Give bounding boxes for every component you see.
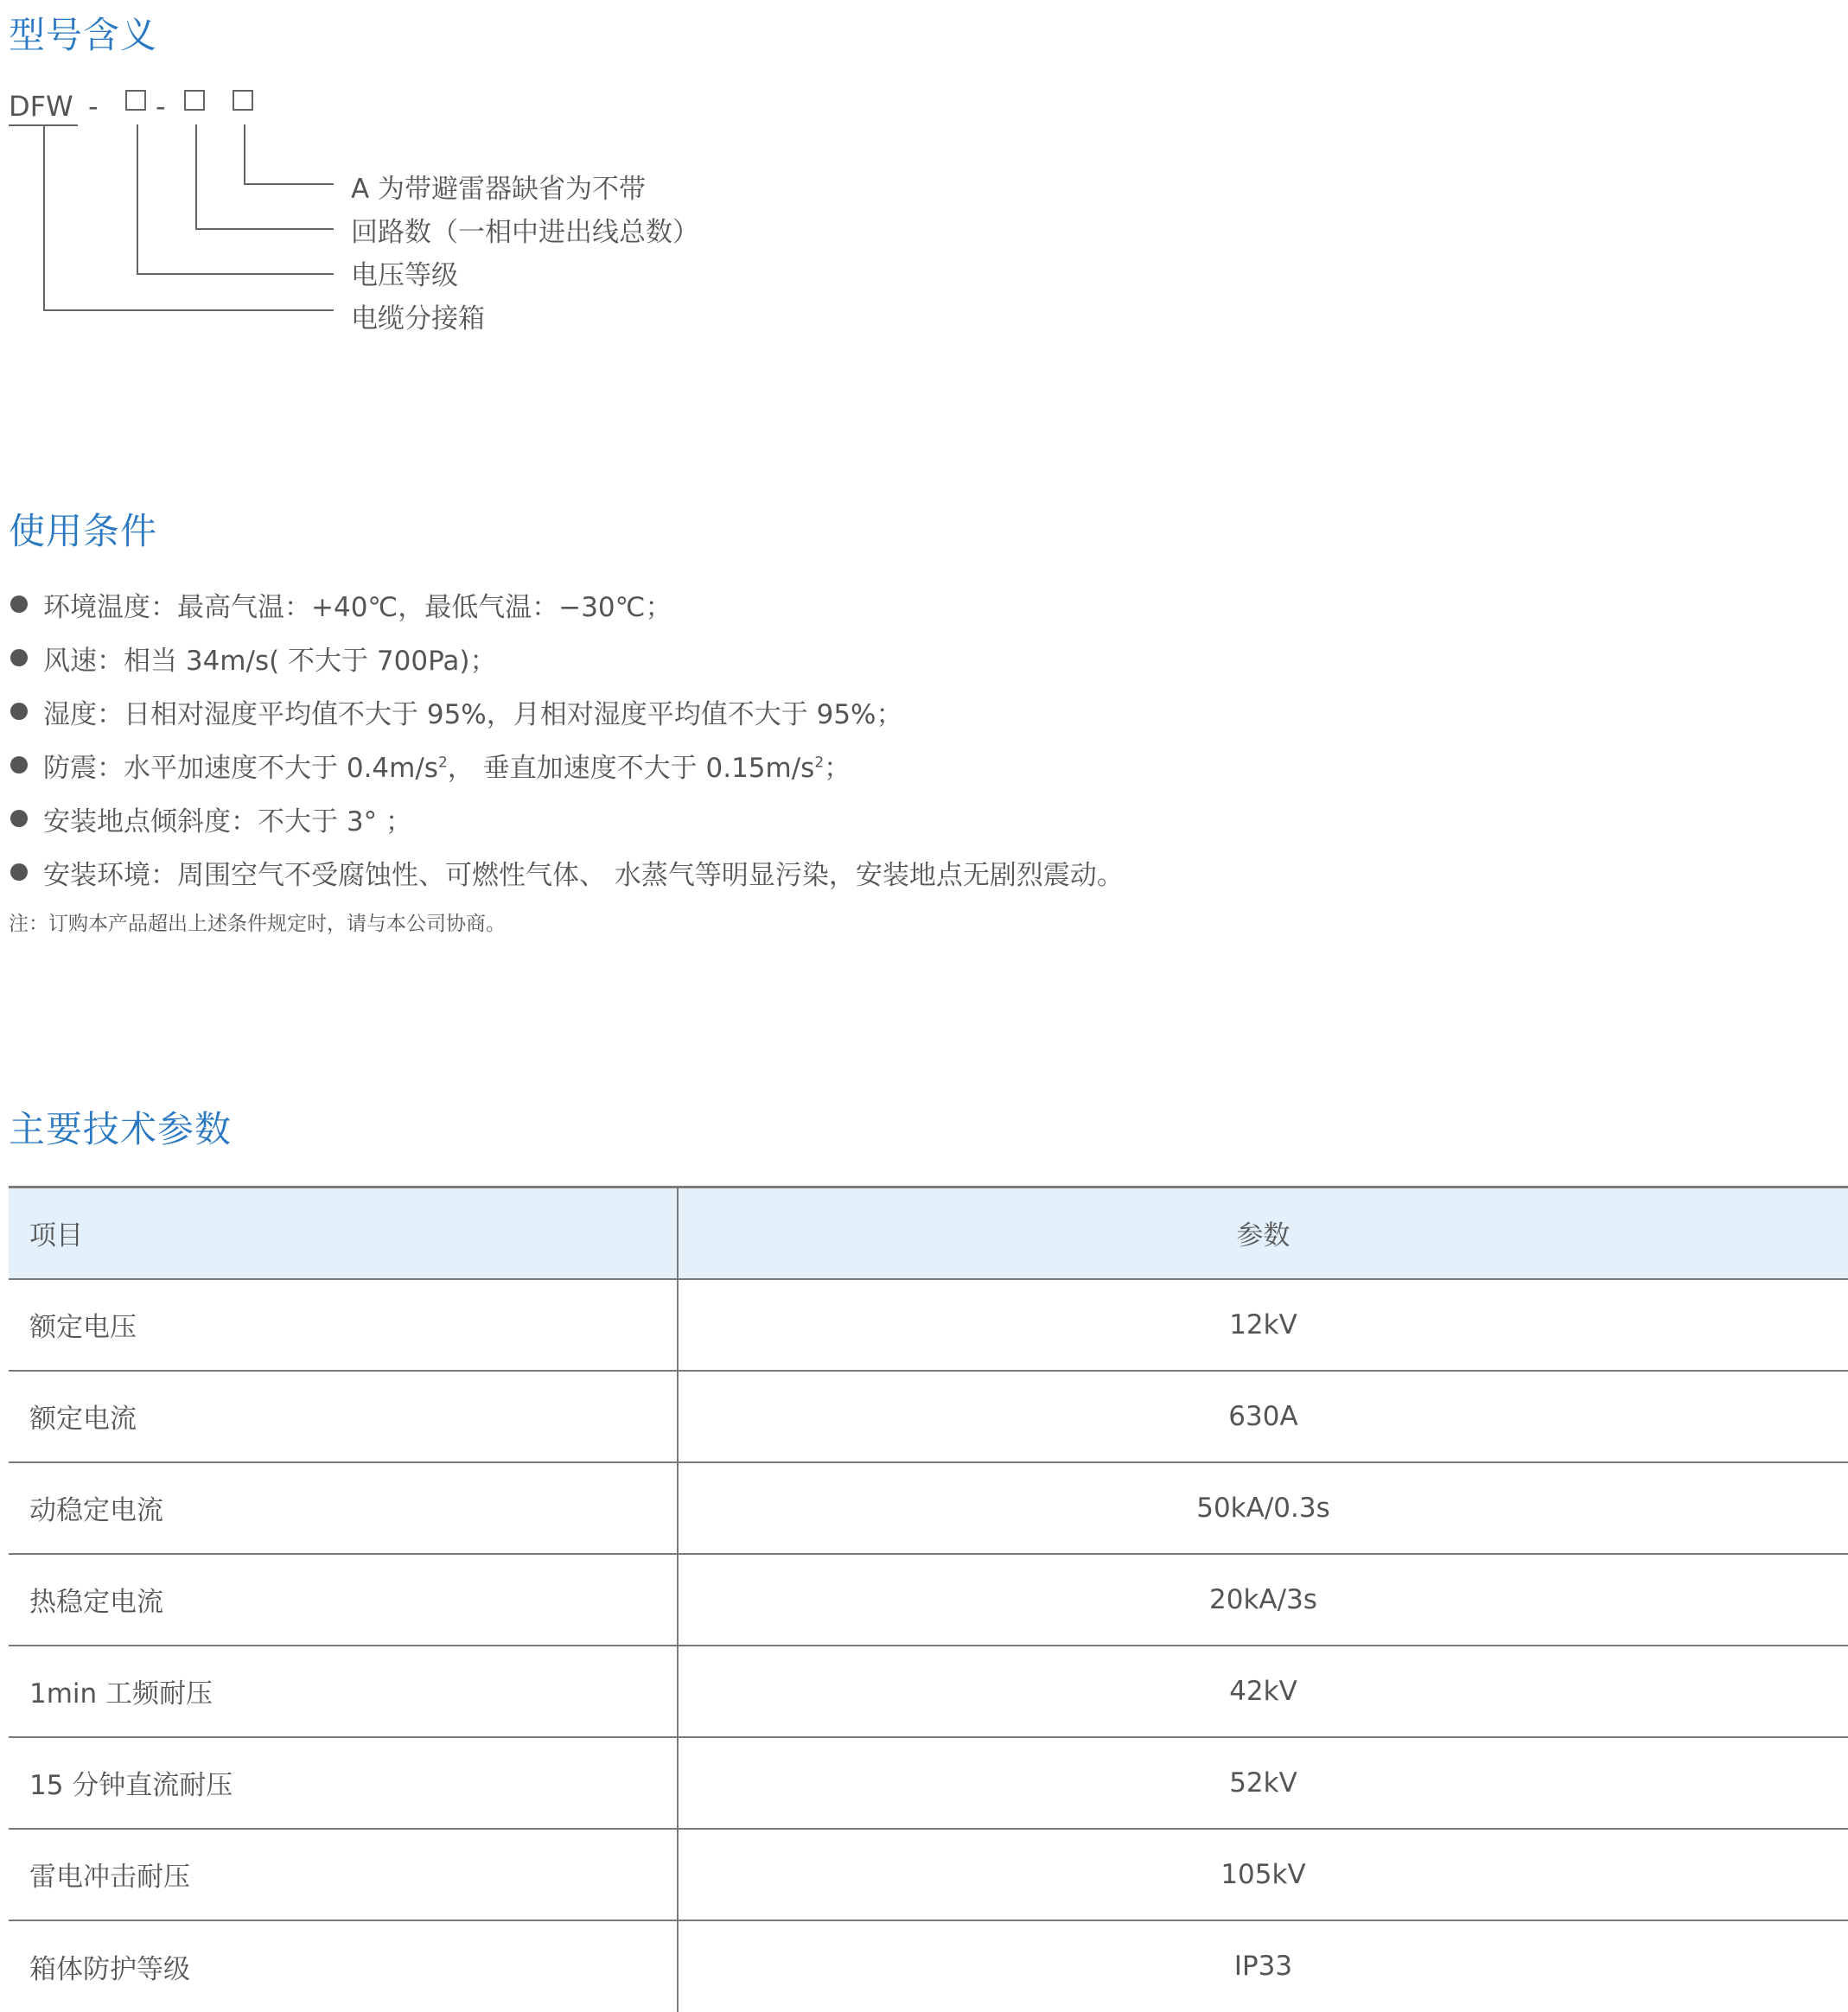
leader-prefix-h: [43, 309, 334, 311]
code-label-type: 电缆分接箱: [351, 303, 485, 334]
cell-item: 额定电压: [9, 1279, 678, 1371]
list-item: [10, 738, 1124, 792]
table-row: [9, 1554, 1848, 1646]
cell-value: 12kV: [678, 1279, 1848, 1371]
list-item: [10, 684, 1124, 738]
bullet-icon: [10, 810, 28, 827]
section-title-params: 主要技术参数: [9, 1108, 233, 1150]
cell-item: 热稳定电流: [9, 1554, 678, 1646]
leader-prefix-v: [43, 126, 45, 311]
cell-value: 42kV: [678, 1646, 1848, 1737]
model-prefix: DFW: [9, 90, 73, 123]
cell-value: IP33: [1233, 1951, 1293, 1982]
cell-item: 额定电流: [9, 1371, 678, 1462]
bullet-icon: [10, 703, 28, 720]
superscript: 2: [437, 754, 448, 772]
bullet-icon: [10, 595, 28, 613]
leader-arrester-h: [244, 183, 334, 185]
seismic-horizontal: 防震：水平加速度不大于 0.4m/s: [43, 752, 438, 784]
cell-item: 15 分钟直流耐压: [9, 1737, 678, 1829]
table-row: [9, 1279, 1848, 1371]
table-row: [9, 1829, 1848, 1920]
leader-arrester-v: [244, 124, 245, 185]
condition-temperature: 环境温度：最高气温：+40℃，最低气温：−30℃；: [43, 591, 672, 623]
section-title-model: 型号含义: [9, 14, 158, 56]
bullet-icon: [10, 863, 28, 881]
code-dash-2: -: [156, 90, 166, 123]
code-dash-1: -: [88, 90, 99, 123]
cell-value: 50kA/0.3s: [678, 1462, 1848, 1554]
leader-circuits-h: [195, 228, 334, 230]
cell-value: 630A: [678, 1371, 1848, 1462]
table-row: [9, 1462, 1848, 1554]
cell-value: 52kV: [678, 1737, 1848, 1829]
leader-circuits-v: [195, 124, 197, 230]
code-label-voltage: 电压等级: [351, 260, 458, 291]
list-item: [10, 631, 1124, 684]
code-label-circuits: 回路数（一相中进出线总数）: [351, 217, 699, 248]
condition-tilt: 安装地点倾斜度：不大于 3° ；: [43, 805, 412, 837]
cell-item: 1min 工频耐压: [9, 1646, 678, 1737]
condition-environment: 安装环境：周围空气不受腐蚀性、可燃性气体、 水蒸气等明显污染，安装地点无剧烈震动。: [43, 859, 1124, 891]
cell-value: 20kA/3s: [678, 1554, 1848, 1646]
leader-voltage-v: [137, 124, 138, 275]
conditions-list: [10, 577, 1124, 899]
cell-item: 雷电冲击耐压: [9, 1829, 678, 1920]
code-label-arrester: A 为带避雷器缺省为不带: [351, 174, 647, 205]
superscript: 2: [814, 754, 825, 772]
code-box-arrester: [233, 90, 253, 111]
seismic-end: ；: [824, 752, 851, 784]
list-item: [10, 845, 1124, 899]
list-item: [10, 792, 1124, 845]
condition-wind: 风速：相当 34m/s( 不大于 700Pa)；: [43, 645, 497, 677]
bullet-icon: [10, 649, 28, 666]
seismic-vertical: ， 垂直加速度不大于 0.15m/s: [447, 752, 815, 784]
table-row: [9, 1737, 1848, 1829]
leader-voltage-h: [137, 273, 334, 275]
table-row: [9, 1920, 1848, 2012]
conditions-note: 注：订购本产品超出上述条件规定时，请与本公司协商。: [9, 913, 506, 935]
cell-value: 105kV: [678, 1829, 1848, 1920]
table-header-row: [9, 1187, 1848, 1279]
code-box-circuits: [184, 90, 205, 111]
bullet-icon: [10, 756, 28, 774]
cell-item: 箱体防护等级: [9, 1920, 678, 2012]
params-table: [9, 1186, 1848, 2012]
cell-item: 动稳定电流: [9, 1462, 678, 1554]
header-value: 参数: [678, 1187, 1848, 1279]
section-title-conditions: 使用条件: [9, 510, 158, 552]
table-row: [9, 1371, 1848, 1462]
condition-humidity: 湿度：日相对湿度平均值不大于 95%，月相对湿度平均值不大于 95%；: [43, 698, 903, 730]
table-row: [9, 1646, 1848, 1737]
list-item: [10, 577, 1124, 631]
header-item: 项目: [9, 1187, 678, 1279]
condition-seismic: [43, 746, 851, 785]
code-box-voltage: [125, 90, 146, 111]
